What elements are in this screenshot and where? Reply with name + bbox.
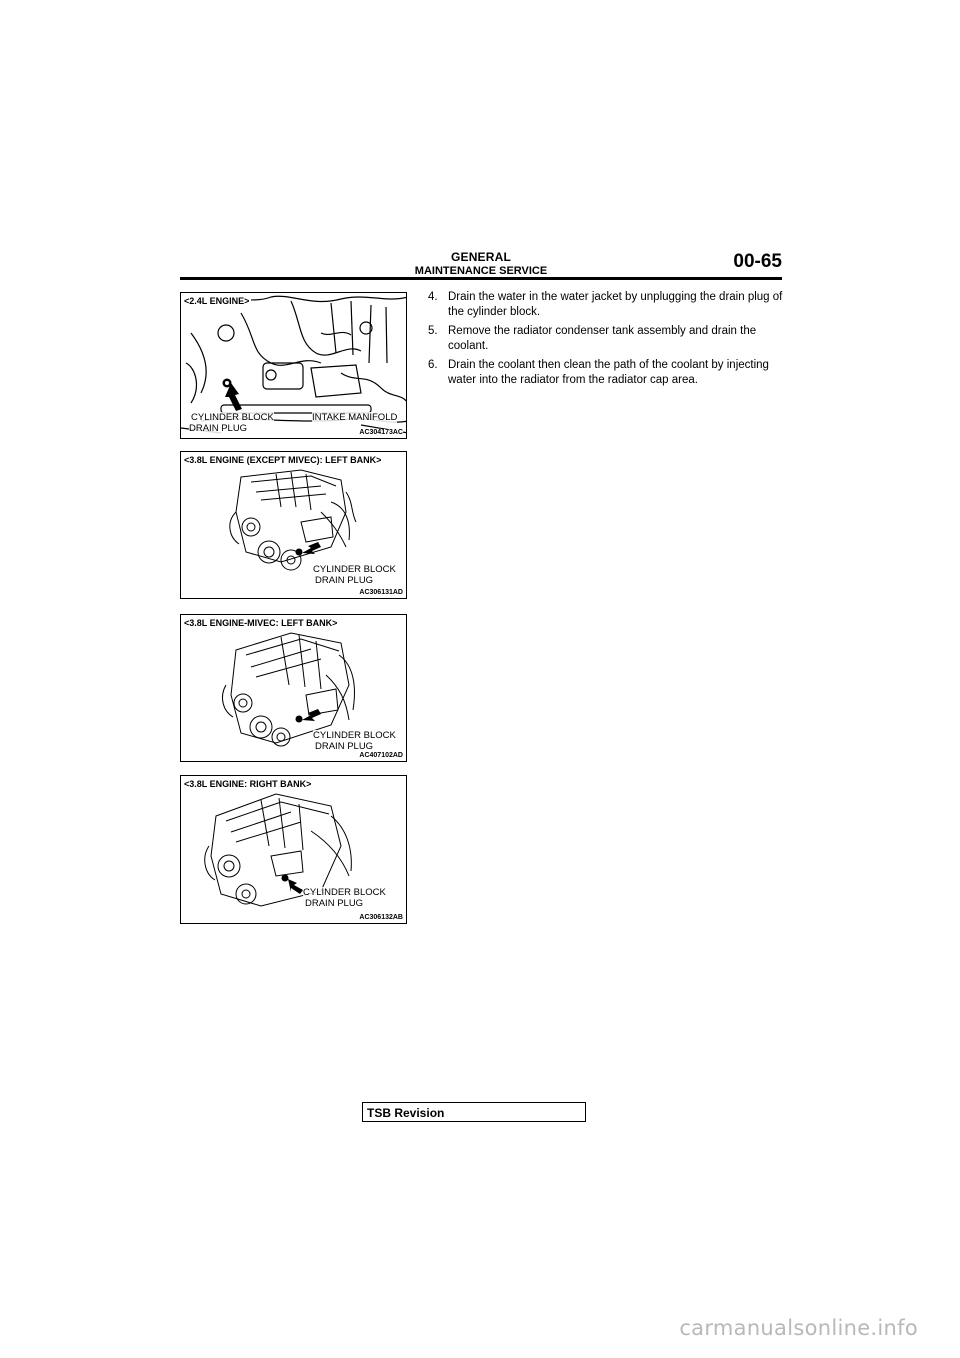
intake-manifold-label: INTAKE MANIFOLD	[312, 412, 398, 423]
figure-code: AC304173AC	[359, 429, 403, 436]
watermark: carmanualsonline.info	[679, 1316, 918, 1340]
procedure-step	[428, 290, 784, 320]
tsb-revision-label: TSB Revision	[367, 1106, 445, 1120]
step-number: 5.	[428, 325, 438, 337]
label-line-2: DRAIN PLUG	[189, 423, 248, 434]
subsection-title: MAINTENANCE SERVICE	[414, 265, 548, 277]
procedure-step	[428, 324, 784, 354]
step-text: Drain the coolant then clean the path of the coolant by injecting water into the radiator from the radiator cap area.	[448, 359, 769, 386]
figure-2-4l-engine	[180, 292, 407, 439]
step-text: Remove the radiator condenser tank assembly and drain the coolant.	[448, 325, 757, 352]
figure-code: AC306132AB	[359, 914, 403, 921]
figure-title: <3.8L ENGINE (EXCEPT MIVEC): LEFT BANK>	[184, 455, 382, 465]
figure-3-8l-except-mivec-left-bank	[180, 451, 407, 599]
section-title: GENERAL	[450, 250, 512, 264]
procedure-step	[428, 358, 784, 388]
cylinder-block-drain-plug-label	[189, 412, 274, 434]
label-line-2: DRAIN PLUG	[315, 741, 374, 752]
label-line-1: CYLINDER BLOCK	[313, 730, 396, 741]
cylinder-block-drain-plug-label	[303, 887, 386, 909]
label-line-2: DRAIN PLUG	[305, 898, 364, 909]
label-line-1: CYLINDER BLOCK	[191, 412, 274, 423]
step-number: 4.	[428, 291, 438, 303]
tsb-revision-box	[362, 1102, 586, 1122]
label-line-1: CYLINDER BLOCK	[313, 564, 396, 575]
label-line-2: DRAIN PLUG	[315, 575, 374, 586]
figure-title: <2.4L ENGINE>	[184, 296, 250, 306]
figure-code: AC306131AD	[359, 589, 403, 596]
figure-title: <3.8L ENGINE-MIVEC: LEFT BANK>	[184, 618, 338, 628]
cylinder-block-drain-plug-label	[313, 730, 396, 752]
step-number: 6.	[428, 359, 438, 371]
label-line-1: CYLINDER BLOCK	[303, 887, 386, 898]
header-rule	[180, 277, 782, 280]
page-header	[180, 248, 782, 282]
step-text: Drain the water in the water jacket by unplugging the drain plug of the cylinder block.	[448, 291, 783, 318]
cylinder-block-drain-plug-label	[313, 564, 396, 586]
figure-code: AC407102AD	[359, 752, 403, 759]
figure-title: <3.8L ENGINE: RIGHT BANK>	[184, 779, 312, 789]
figure-3-8l-right-bank	[180, 775, 407, 924]
page-number: 00-65	[733, 251, 782, 272]
figure-3-8l-mivec-left-bank	[180, 614, 407, 762]
procedure-steps	[428, 290, 784, 392]
